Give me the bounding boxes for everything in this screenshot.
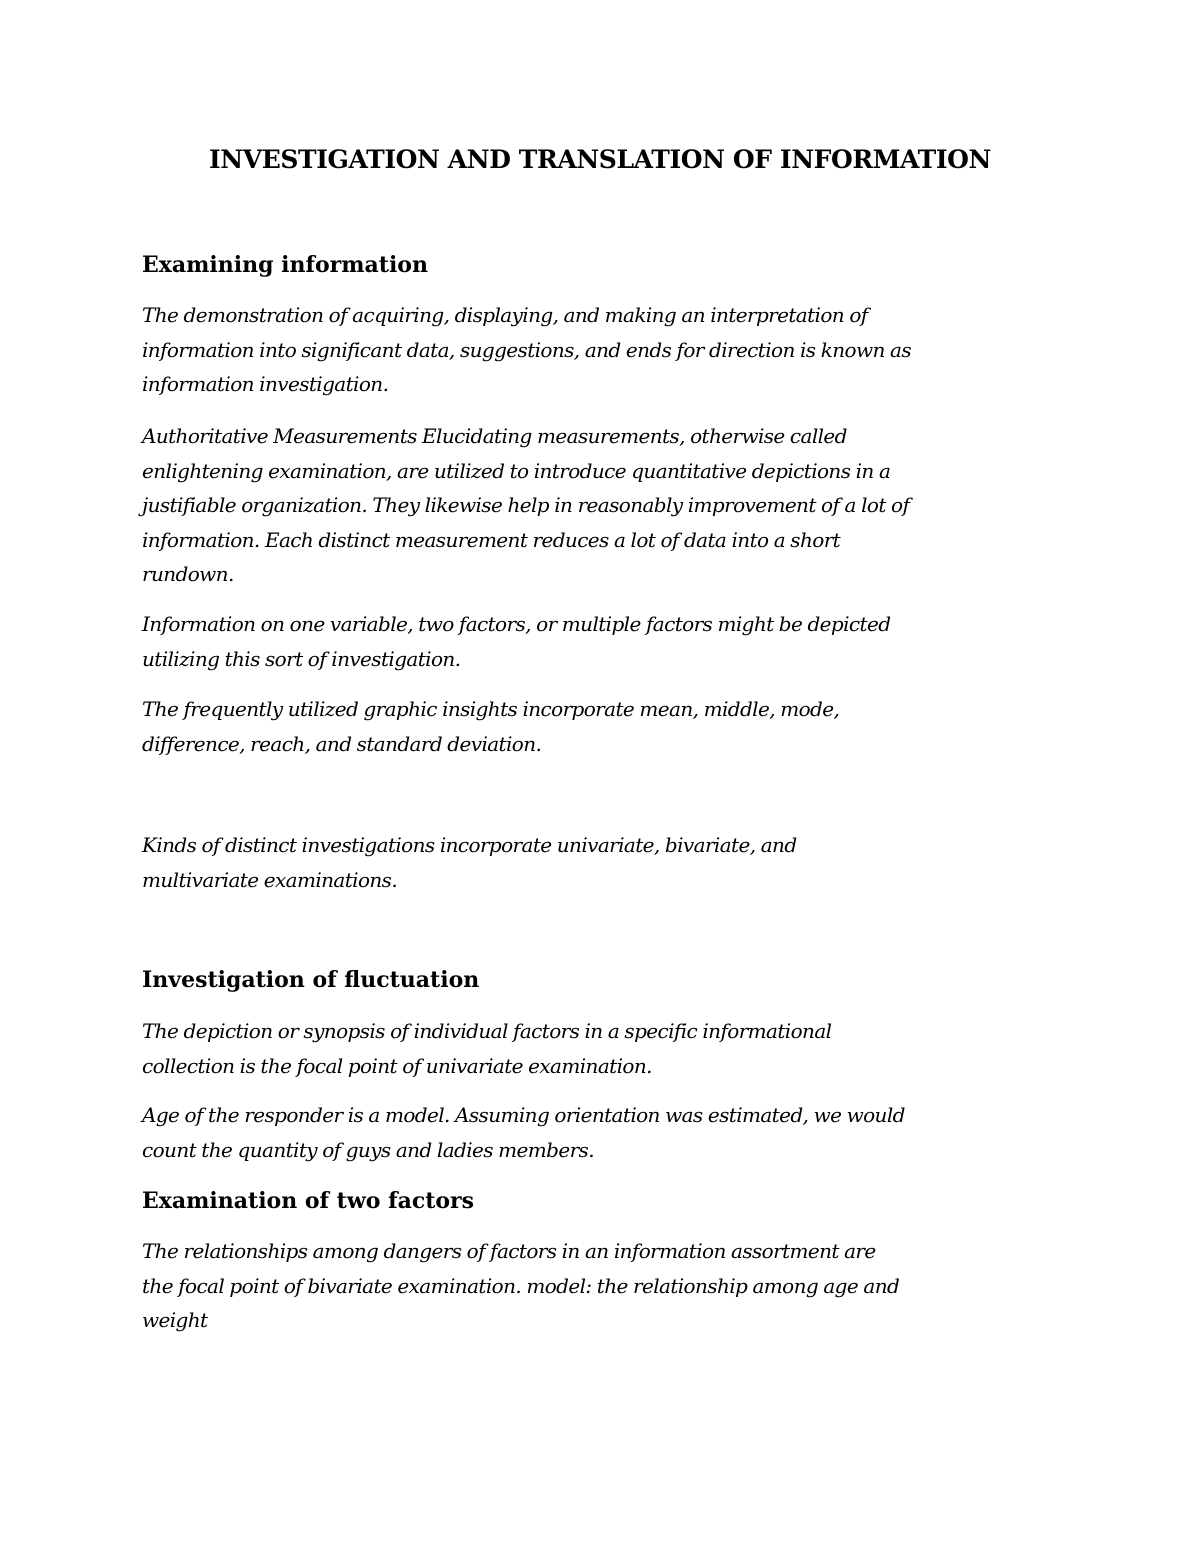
section-heading-investigation-of-fluctuation: Investigation of fluctuation: [142, 967, 480, 993]
section-heading-examination-of-two-factors: Examination of two factors: [142, 1188, 475, 1214]
paragraph-graphic-insights: The frequently utilized graphic insights incorporate mean, middle, mode, difference, reach, and standard deviation.: [142, 697, 840, 756]
section-heading-examining-information: Examining information: [142, 252, 428, 278]
paragraph-age-model: Age of the responder is a model. Assuming orientation was estimated, we would count the quantity of guys and ladies members.: [142, 1103, 905, 1162]
paragraph-authoritative-measurements: Authoritative Measurements Elucidating measurements, otherwise called enlightening examination, are utilized to introduce quantitative depictions in a justifiable organization. They likewise help in reasonably improvement of a lot of information. Each distinct measurement reduces a lot of data into a short rundown.: [142, 424, 910, 586]
paragraph-univariate: The depiction or synopsis of individual factors in a specific informational collection is the focal point of univariate examination.: [142, 1019, 832, 1078]
paragraph-demonstration: The demonstration of acquiring, displaying, and making an interpretation of information into significant data, suggestions, and ends for direction is known as information investigation.: [142, 303, 912, 396]
paragraph-kinds-of-investigations: Kinds of distinct investigations incorporate univariate, bivariate, and multivariate examinations.: [142, 833, 797, 892]
paragraph-bivariate: The relationships among dangers of factors in an information assortment are the focal point of bivariate examination. model: the relationship among age and weight: [142, 1239, 900, 1332]
paragraph-variables: Information on one variable, two factors, or multiple factors might be depicted utilizing this sort of investigation.: [142, 612, 891, 671]
document-title: INVESTIGATION AND TRANSLATION OF INFORMATION: [208, 145, 992, 174]
